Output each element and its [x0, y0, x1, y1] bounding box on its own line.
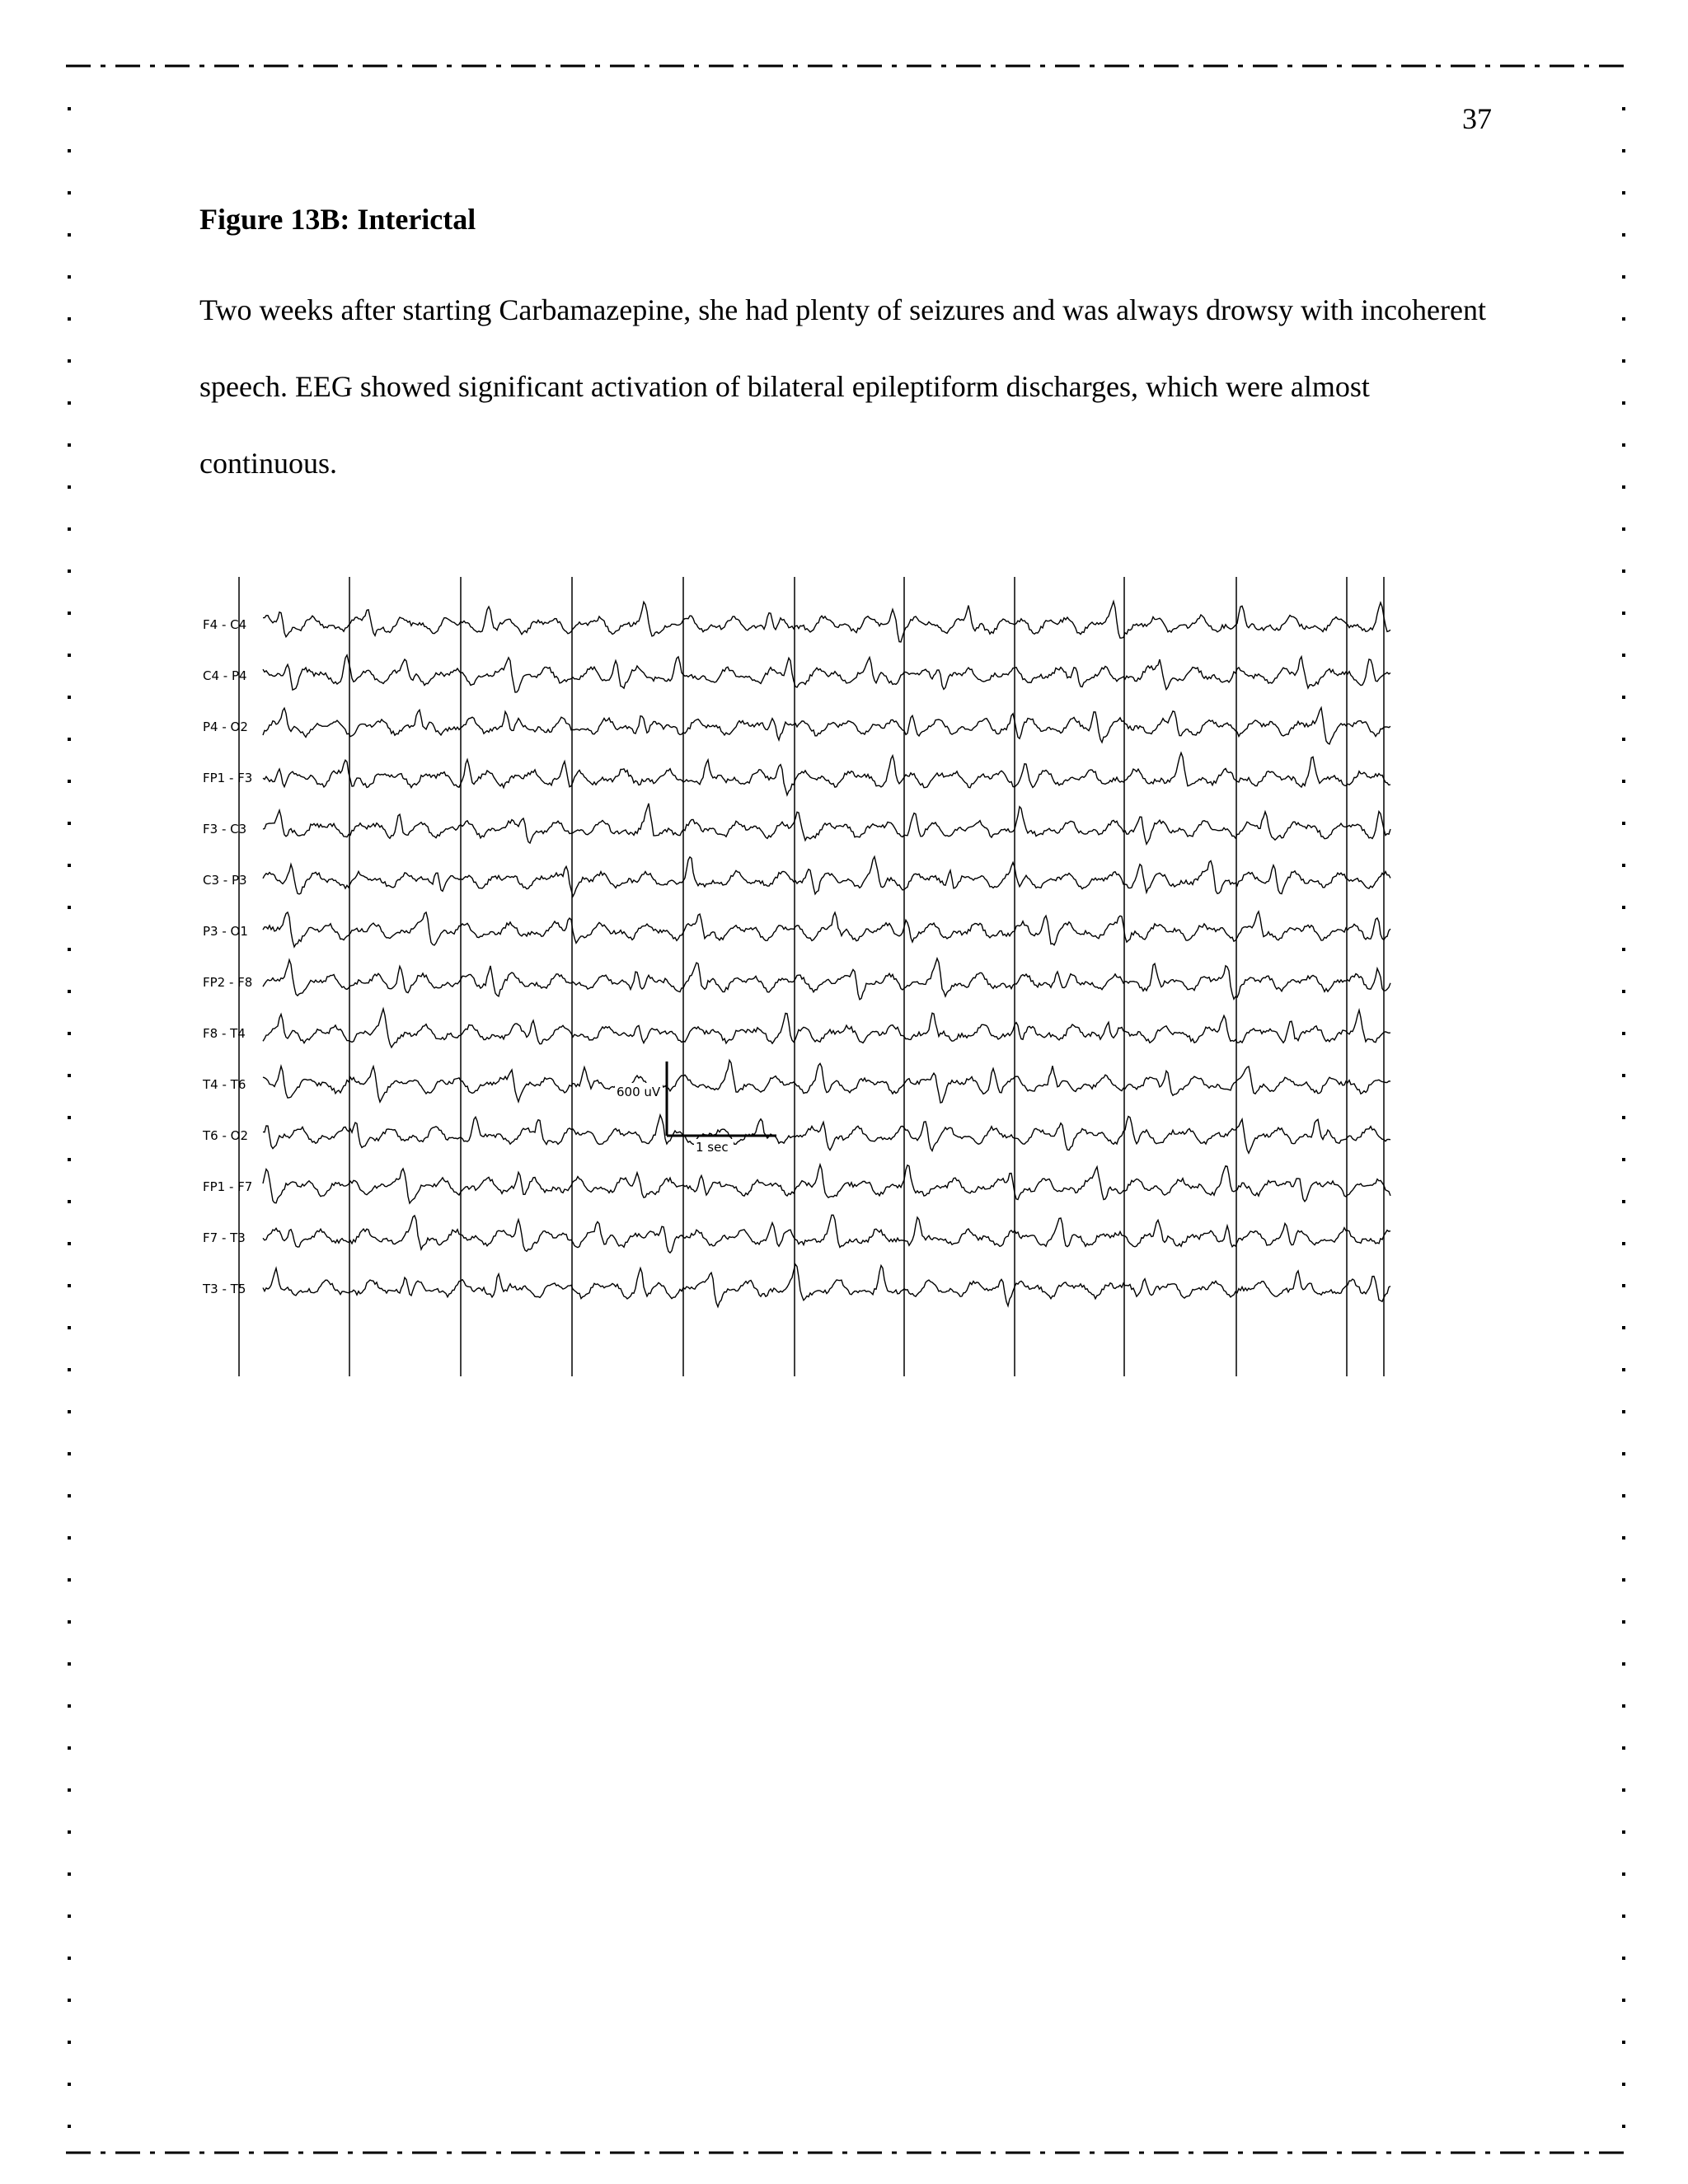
calibration-amplitude-label: 600 uV [617, 1085, 661, 1099]
channel-label: T6 - O2 [203, 1128, 249, 1143]
channel-label: P3 - O1 [203, 924, 248, 939]
eeg-trace [263, 958, 1390, 1000]
channel-label: F7 - T3 [203, 1230, 246, 1245]
channel-label: FP2 - F8 [203, 975, 253, 990]
page-number: 37 [1462, 102, 1492, 135]
figure-title: Figure 13B: Interictal [199, 203, 476, 236]
eeg-trace [263, 1115, 1390, 1153]
eeg-trace [263, 1215, 1390, 1253]
eeg-trace [263, 857, 1390, 897]
eeg-trace [263, 912, 1390, 947]
eeg-trace [263, 1165, 1390, 1203]
eeg-trace [263, 1264, 1390, 1307]
channel-label: C4 - P4 [203, 668, 247, 683]
eeg-trace [263, 602, 1390, 642]
channel-label: C3 - P3 [203, 873, 247, 888]
channel-label: F8 - T4 [203, 1026, 246, 1041]
channel-label: P4 - O2 [203, 719, 248, 734]
eeg-trace [263, 708, 1390, 744]
calibration-time-label: 1 sec [696, 1140, 729, 1155]
eeg-trace [263, 1009, 1390, 1047]
eeg-trace [263, 1060, 1390, 1103]
channel-label: F4 - C4 [203, 617, 247, 632]
channel-label: F3 - C3 [203, 822, 247, 837]
channel-label: T4 - T6 [203, 1077, 246, 1092]
channel-label: FP1 - F7 [203, 1179, 253, 1194]
channel-label: FP1 - F3 [203, 771, 253, 785]
eeg-figure [201, 577, 1393, 1376]
figure-description: Two weeks after starting Carbamazepine, she had plenty of seizures and was always drowsy with incoherent speech. EEG showed significant activation of bilateral epileptiform discharges, which were almost continuous. [199, 293, 1486, 480]
eeg-trace [263, 752, 1390, 794]
eeg-trace [263, 804, 1390, 844]
channel-label: T3 - T5 [203, 1282, 246, 1296]
eeg-trace [263, 655, 1390, 692]
